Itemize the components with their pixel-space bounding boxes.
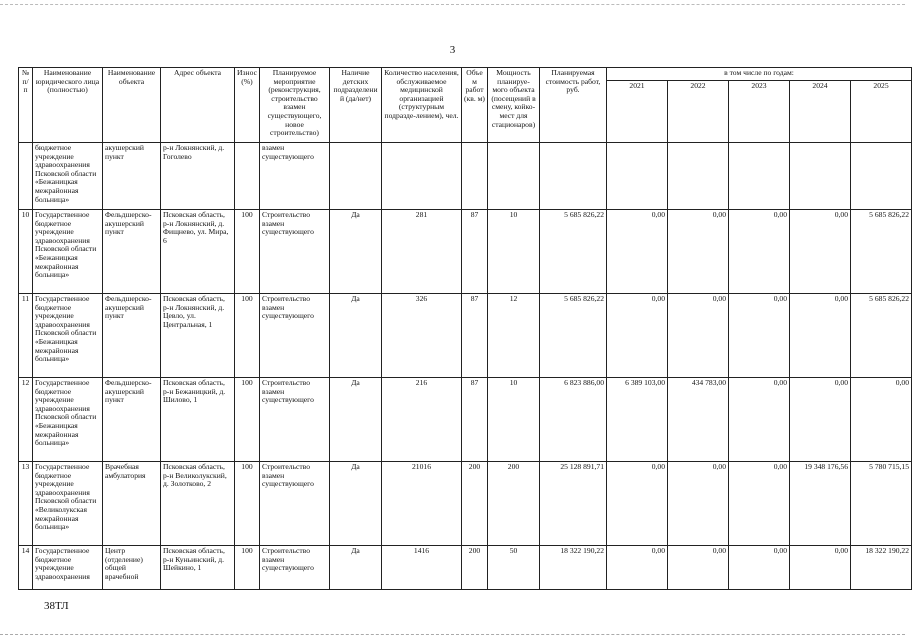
cell-y2022: 0,00	[668, 210, 729, 294]
col-wear-header: Износ (%)	[235, 68, 260, 143]
cell-y2024: 0,00	[790, 210, 851, 294]
cell-y2022: 0,00	[668, 546, 729, 590]
cell-cost: 6 823 886,00	[540, 378, 607, 462]
cell-address: Псковская область, р-н Великолукский, д. Золотково, 2	[161, 462, 235, 546]
cell-legal-entity: Государственное бюджетное учреждение здравоохранения Псковской области «Бежаницкая межрайонная больница»	[33, 378, 103, 462]
cell-y2025: 5 685 826,22	[851, 294, 912, 378]
cell-population: 21016	[382, 462, 462, 546]
table-row	[19, 546, 912, 590]
cell-children: Да	[330, 462, 382, 546]
cell-children: Да	[330, 210, 382, 294]
cell-wear: 100	[235, 294, 260, 378]
cell-wear	[235, 143, 260, 210]
cell-capacity: 12	[488, 294, 540, 378]
cell-volume: 200	[462, 462, 488, 546]
table-row	[19, 210, 912, 294]
cell-population: 326	[382, 294, 462, 378]
scan-edge-top	[0, 4, 905, 5]
table-body	[19, 143, 912, 590]
cell-y2021: 0,00	[607, 294, 668, 378]
cell-capacity: 200	[488, 462, 540, 546]
year-2024-header: 2024	[790, 81, 851, 143]
cell-y2024	[790, 143, 851, 210]
cell-y2023: 0,00	[729, 462, 790, 546]
cell-y2024: 0,00	[790, 546, 851, 590]
cell-wear: 100	[235, 546, 260, 590]
cell-num	[19, 143, 33, 210]
cell-address: Псковская область, р-н Локнянский, д. Фищнево, ул. Мира, 6	[161, 210, 235, 294]
col-children-header: Наличие детских подразделений (да/нет)	[330, 68, 382, 143]
investment-table	[18, 67, 912, 590]
cell-legal-entity: бюджетное учреждение здравоохранения Псковской области «Бежаницкая межрайонная больница»	[33, 143, 103, 210]
cell-y2022: 0,00	[668, 294, 729, 378]
cell-address: р-н Локнянский, д. Гоголево	[161, 143, 235, 210]
cell-population: 281	[382, 210, 462, 294]
years-caption: в том числе по годам:	[607, 68, 912, 81]
table-row	[19, 143, 912, 210]
cell-measure: Строительство взамен существующего	[260, 294, 330, 378]
cell-measure: взамен существующего	[260, 143, 330, 210]
year-2025-header: 2025	[851, 81, 912, 143]
cell-children: Да	[330, 294, 382, 378]
cell-cost: 18 322 190,22	[540, 546, 607, 590]
cell-y2023: 0,00	[729, 378, 790, 462]
cell-y2025: 18 322 190,22	[851, 546, 912, 590]
cell-object-name: акушерский пункт	[103, 143, 161, 210]
cell-y2021	[607, 143, 668, 210]
col-population-header: Количество населения, обслуживаемое медицинской организацией (структурным подразде-лением), чел.	[382, 68, 462, 143]
cell-y2024: 19 348 176,56	[790, 462, 851, 546]
cell-population: 216	[382, 378, 462, 462]
cell-measure: Строительство взамен существующего	[260, 546, 330, 590]
col-address-header: Адрес объекта	[161, 68, 235, 143]
cell-legal-entity: Государственное бюджетное учреждение здравоохранения Псковской области «Бежаницкая межрайонная больница»	[33, 210, 103, 294]
page-number: 3	[449, 44, 456, 56]
table-row	[19, 462, 912, 546]
cell-cost: 5 685 826,22	[540, 294, 607, 378]
cell-y2025: 0,00	[851, 378, 912, 462]
cell-measure: Строительство взамен существующего	[260, 378, 330, 462]
cell-object-name: Центр (отделение) общей врачебной	[103, 546, 161, 590]
cell-y2025	[851, 143, 912, 210]
cell-y2025: 5 685 826,22	[851, 210, 912, 294]
cell-object-name: Фельдшерско-акушерский пункт	[103, 378, 161, 462]
cell-y2024: 0,00	[790, 378, 851, 462]
cell-object-name: Фельдшерско-акушерский пункт	[103, 210, 161, 294]
cell-wear: 100	[235, 378, 260, 462]
cell-population: 1416	[382, 546, 462, 590]
col-legal-entity-header: Наименование юридического лица (полностью)	[33, 68, 103, 143]
cell-num: 12	[19, 378, 33, 462]
cell-volume: 87	[462, 210, 488, 294]
cell-legal-entity: Государственное бюджетное учреждение здравоохранения	[33, 546, 103, 590]
col-capacity-header: Мощность планируе-мого объекта (посещений в смену, койко-мест для стационаров)	[488, 68, 540, 143]
cell-volume: 87	[462, 378, 488, 462]
col-num-header: № п/п	[19, 68, 33, 143]
cell-y2023: 0,00	[729, 546, 790, 590]
cell-address: Псковская область, р-н Куньинский, д. Шейкино, 1	[161, 546, 235, 590]
cell-address: Псковская область, р-н Бежаницкий, д. Шилово, 1	[161, 378, 235, 462]
cell-y2023: 0,00	[729, 210, 790, 294]
cell-y2021: 0,00	[607, 546, 668, 590]
header-row	[19, 68, 912, 81]
cell-y2022: 0,00	[668, 462, 729, 546]
year-2022-header: 2022	[668, 81, 729, 143]
col-cost-header: Планируемая стоимость работ, руб.	[540, 68, 607, 143]
cell-capacity: 10	[488, 378, 540, 462]
year-2023-header: 2023	[729, 81, 790, 143]
cell-num: 14	[19, 546, 33, 590]
cell-cost	[540, 143, 607, 210]
cell-y2022: 434 783,00	[668, 378, 729, 462]
table-row	[19, 294, 912, 378]
cell-y2021: 6 389 103,00	[607, 378, 668, 462]
cell-y2022	[668, 143, 729, 210]
cell-population	[382, 143, 462, 210]
cell-measure: Строительство взамен существующего	[260, 210, 330, 294]
cell-legal-entity: Государственное бюджетное учреждение здравоохранения Псковской области «Великолукская межрайонная больница»	[33, 462, 103, 546]
cell-y2021: 0,00	[607, 462, 668, 546]
cell-object-name: Фельдшерско-акушерский пункт	[103, 294, 161, 378]
cell-address: Псковская область, р-н Локнянский, д. Цевло, ул. Центральная, 1	[161, 294, 235, 378]
cell-y2021: 0,00	[607, 210, 668, 294]
cell-num: 10	[19, 210, 33, 294]
cell-children: Да	[330, 378, 382, 462]
cell-y2023	[729, 143, 790, 210]
cell-cost: 5 685 826,22	[540, 210, 607, 294]
cell-capacity: 10	[488, 210, 540, 294]
cell-y2023: 0,00	[729, 294, 790, 378]
cell-volume: 200	[462, 546, 488, 590]
col-object-name-header: Наименование объекта	[103, 68, 161, 143]
cell-y2025: 5 780 715,15	[851, 462, 912, 546]
col-volume-header: Объем работ (кв. м)	[462, 68, 488, 143]
cell-wear: 100	[235, 210, 260, 294]
cell-object-name: Врачебная амбулатория	[103, 462, 161, 546]
cell-y2024: 0,00	[790, 294, 851, 378]
cell-wear: 100	[235, 462, 260, 546]
cell-volume	[462, 143, 488, 210]
footer-code: 38ТЛ	[44, 600, 69, 612]
table-row	[19, 378, 912, 462]
col-measure-header: Планируемое мероприятие (реконструкция, строительство взамен существующего, новое строительство)	[260, 68, 330, 143]
year-2021-header: 2021	[607, 81, 668, 143]
cell-num: 13	[19, 462, 33, 546]
cell-cost: 25 128 891,71	[540, 462, 607, 546]
cell-capacity	[488, 143, 540, 210]
cell-children: Да	[330, 546, 382, 590]
scan-edge-bottom	[0, 634, 905, 635]
cell-volume: 87	[462, 294, 488, 378]
cell-measure: Строительство взамен существующего	[260, 462, 330, 546]
cell-num: 11	[19, 294, 33, 378]
cell-capacity: 50	[488, 546, 540, 590]
cell-children	[330, 143, 382, 210]
cell-legal-entity: Государственное бюджетное учреждение здравоохранения Псковской области «Бежаницкая межрайонная больница»	[33, 294, 103, 378]
